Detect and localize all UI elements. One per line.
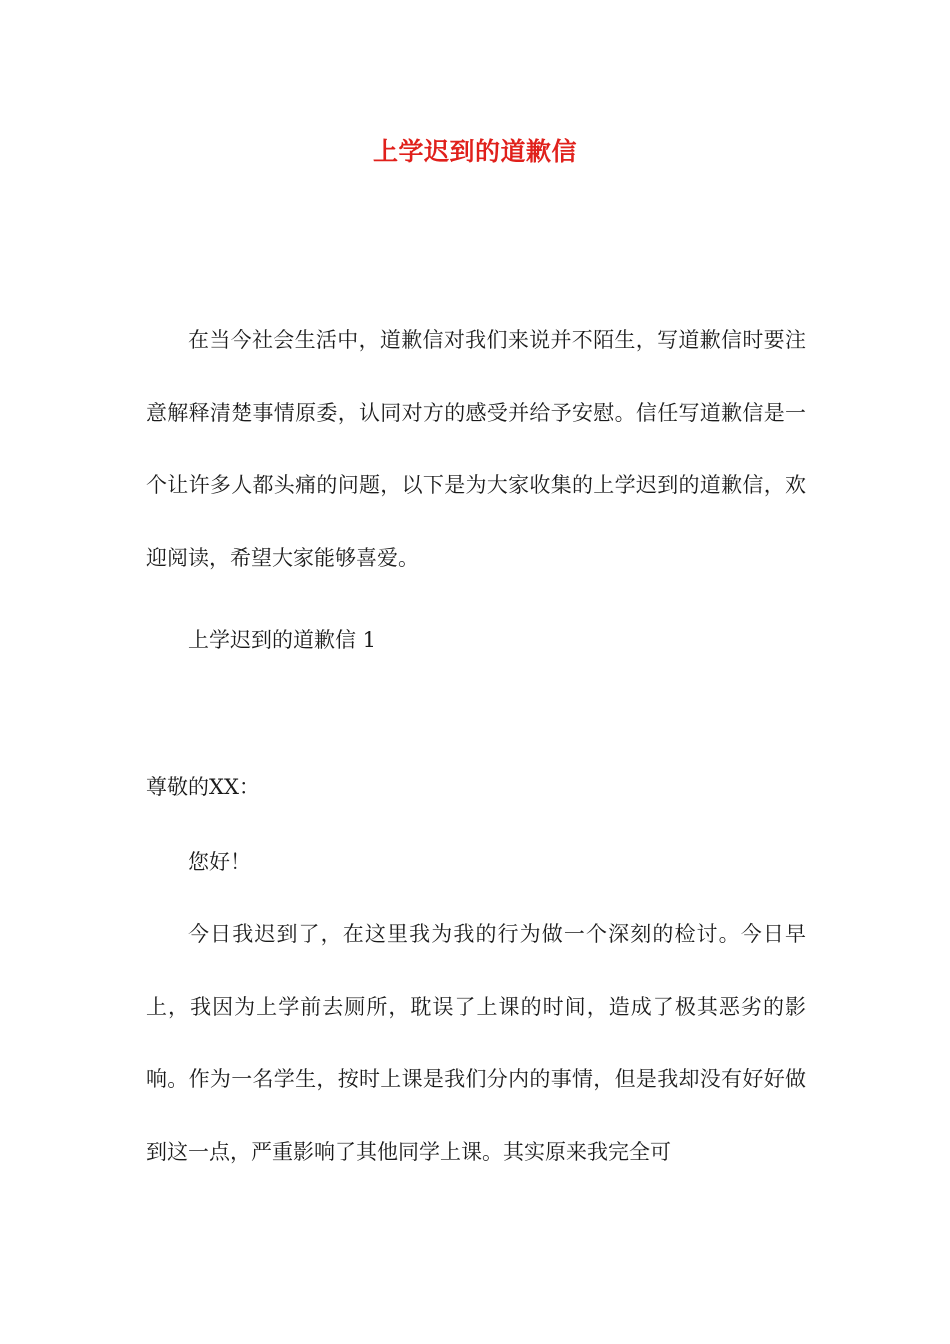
- greeting: 您好！: [188, 850, 251, 874]
- intro-paragraph: 在当今社会生活中，道歉信对我们来说并不陌生，写道歉信时要注意解释清楚事情原委，认同对方的感受并给予安慰。信任写道歉信是一个让许多人都头痛的问题，以下是为大家收集的上学迟到的道歉信，欢迎阅读，希望大家能够喜爱。: [146, 328, 806, 570]
- letter-body-paragraph: 今日我迟到了，在这里我为我的行为做一个深刻的检讨。今日早上，我因为上学前去厕所，耽误了上课的时间，造成了极其恶劣的影响。作为一名学生，按时上课是我们分内的事情，但是我却没有好好做到这一点，严重影响了其他同学上课。其实原来我完全可: [146, 922, 806, 1164]
- section-heading: 上学迟到的道歉信 1: [188, 628, 377, 652]
- salutation: 尊敬的XX：: [146, 775, 260, 799]
- document-title: 上学迟到的道歉信: [372, 137, 577, 166]
